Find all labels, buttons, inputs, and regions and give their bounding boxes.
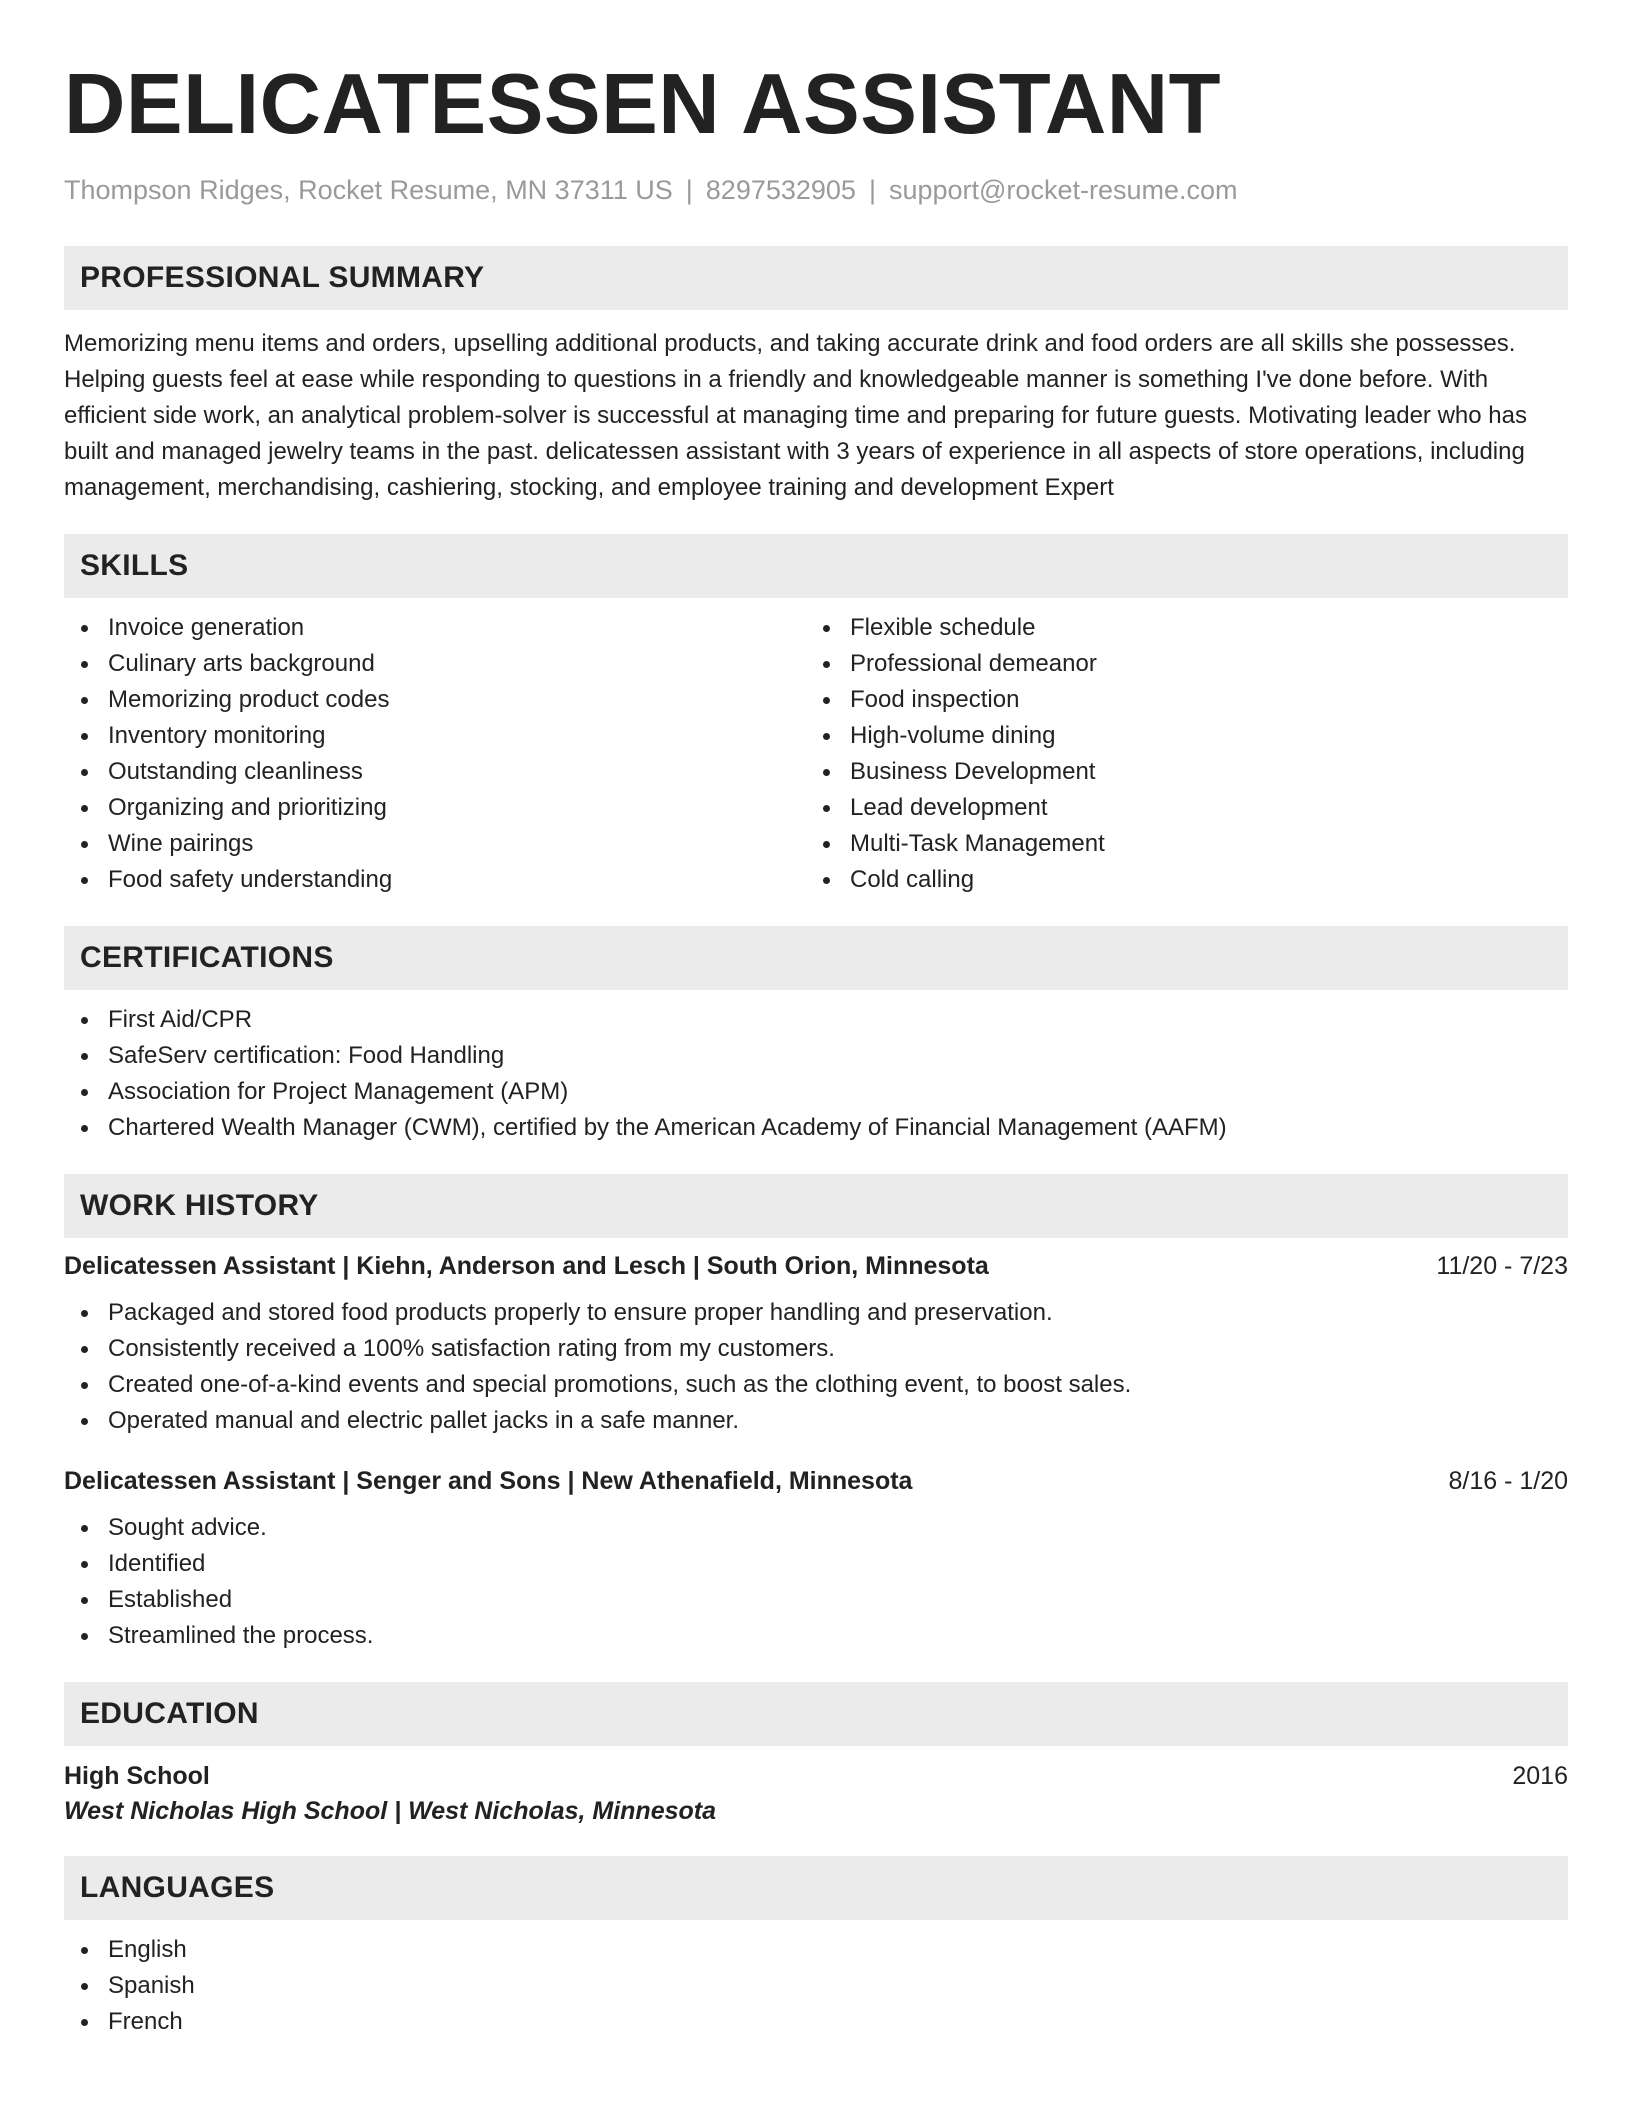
job-heading: Delicatessen Assistant | Kiehn, Anderson and Lesch | South Orion, Minnesota (64, 1252, 989, 1280)
summary-text: Memorizing menu items and orders, upselling additional products, and taking accurate drink and food orders are all skills she possesses. Helping guests feel at ease while responding to questions in a friendly and knowledgeable manner is something I've done before. With efficient side work, an analytical problem-solver is successful at managing time and preparing for future guests. Motivating leader who has built and managed jewelry teams in the past. delicatessen assistant with 3 years of experience in all aspects of store operations, including management, merchandising, cashiering, stocking, and employee training and development Expert (64, 330, 1527, 501)
job-bullet: Operated manual and electric pallet jacks in a safe manner. (64, 1403, 1568, 1439)
certifications-header (64, 926, 1568, 990)
language-item: English (64, 1932, 1568, 1968)
contact-phone: 8297532905 (705, 175, 856, 205)
job-bullet: Sought advice. (64, 1510, 1568, 1546)
skill-item: Culinary arts background (64, 646, 806, 682)
job-heading: Delicatessen Assistant | Senger and Sons | New Athenafield, Minnesota (64, 1467, 913, 1495)
skill-item: Wine pairings (64, 826, 806, 862)
resume-page (64, 52, 1568, 2040)
work-history-header (64, 1174, 1568, 1238)
skills-column-right (806, 598, 1548, 898)
certifications-list (64, 1002, 1568, 1146)
skill-item: Multi-Task Management (806, 826, 1548, 862)
summary-title: PROFESSIONAL SUMMARY (80, 261, 485, 294)
skills-list-left (64, 610, 806, 898)
language-item: French (64, 2004, 1568, 2040)
job-bullet: Established (64, 1582, 1568, 1618)
skill-item: Invoice generation (64, 610, 806, 646)
education-header (64, 1682, 1568, 1746)
education-entry (64, 1762, 1568, 1826)
certifications-section (64, 926, 1568, 1146)
contact-separator: | (868, 175, 876, 205)
languages-title: LANGUAGES (80, 1871, 275, 1904)
job-bullet: Identified (64, 1546, 1568, 1582)
job-bullets (64, 1510, 1568, 1654)
contact-line (64, 175, 1568, 206)
job-entry (64, 1252, 1568, 1439)
skills-list-right (806, 610, 1548, 898)
skill-item: Professional demeanor (806, 646, 1548, 682)
education-header-row (64, 1762, 1568, 1791)
job-bullet: Packaged and stored food products properly to ensure proper handling and preservation. (64, 1295, 1568, 1331)
job-bullet: Consistently received a 100% satisfaction rating from my customers. (64, 1331, 1568, 1367)
languages-list (64, 1932, 1568, 2040)
education-school: West Nicholas High School | West Nicholas, Minnesota (64, 1797, 717, 1825)
skill-item: Lead development (806, 790, 1548, 826)
certification-item: Chartered Wealth Manager (CWM), certified by the American Academy of Financial Management (AAFM) (64, 1110, 1568, 1146)
certification-item: SafeServ certification: Food Handling (64, 1038, 1568, 1074)
summary-header (64, 246, 1568, 310)
contact-email: support@rocket-resume.com (888, 175, 1238, 205)
certification-item: First Aid/CPR (64, 1002, 1568, 1038)
contact-separator: | (685, 175, 693, 205)
education-degree: High School (64, 1762, 210, 1790)
job-bullets (64, 1295, 1568, 1439)
skills-title: SKILLS (80, 549, 189, 582)
job-entry (64, 1467, 1568, 1654)
languages-header (64, 1856, 1568, 1920)
work-history-section (64, 1174, 1568, 1654)
skill-item: Memorizing product codes (64, 682, 806, 718)
skills-header (64, 534, 1568, 598)
education-title: EDUCATION (80, 1697, 259, 1730)
skill-item: Cold calling (806, 862, 1548, 898)
certifications-title: CERTIFICATIONS (80, 941, 334, 974)
job-header (64, 1467, 1568, 1496)
skill-item: Flexible schedule (806, 610, 1548, 646)
language-item: Spanish (64, 1968, 1568, 2004)
skill-item: Outstanding cleanliness (64, 754, 806, 790)
skill-item: Business Development (806, 754, 1548, 790)
skills-grid (64, 598, 1568, 898)
job-bullet: Created one-of-a-kind events and special promotions, such as the clothing event, to boost sales. (64, 1367, 1568, 1403)
languages-section (64, 1856, 1568, 2040)
skill-item: Food inspection (806, 682, 1548, 718)
skill-item: Inventory monitoring (64, 718, 806, 754)
skill-item: High-volume dining (806, 718, 1548, 754)
education-year: 2016 (1512, 1762, 1568, 1790)
job-header (64, 1252, 1568, 1281)
work-history-title: WORK HISTORY (80, 1189, 319, 1222)
skill-item: Food safety understanding (64, 862, 806, 898)
resume-name: DELICATESSEN ASSISTANT (64, 57, 1222, 152)
education-section (64, 1682, 1568, 1826)
contact-address: Thompson Ridges, Rocket Resume, MN 37311 US (64, 175, 673, 205)
job-dates: 11/20 - 7/23 (1436, 1252, 1568, 1280)
job-dates: 8/16 - 1/20 (1448, 1467, 1568, 1495)
skills-column-left (64, 598, 806, 898)
skills-section (64, 534, 1568, 898)
certification-item: Association for Project Management (APM) (64, 1074, 1568, 1110)
summary-section (64, 246, 1568, 506)
skill-item: Organizing and prioritizing (64, 790, 806, 826)
job-bullet: Streamlined the process. (64, 1618, 1568, 1654)
